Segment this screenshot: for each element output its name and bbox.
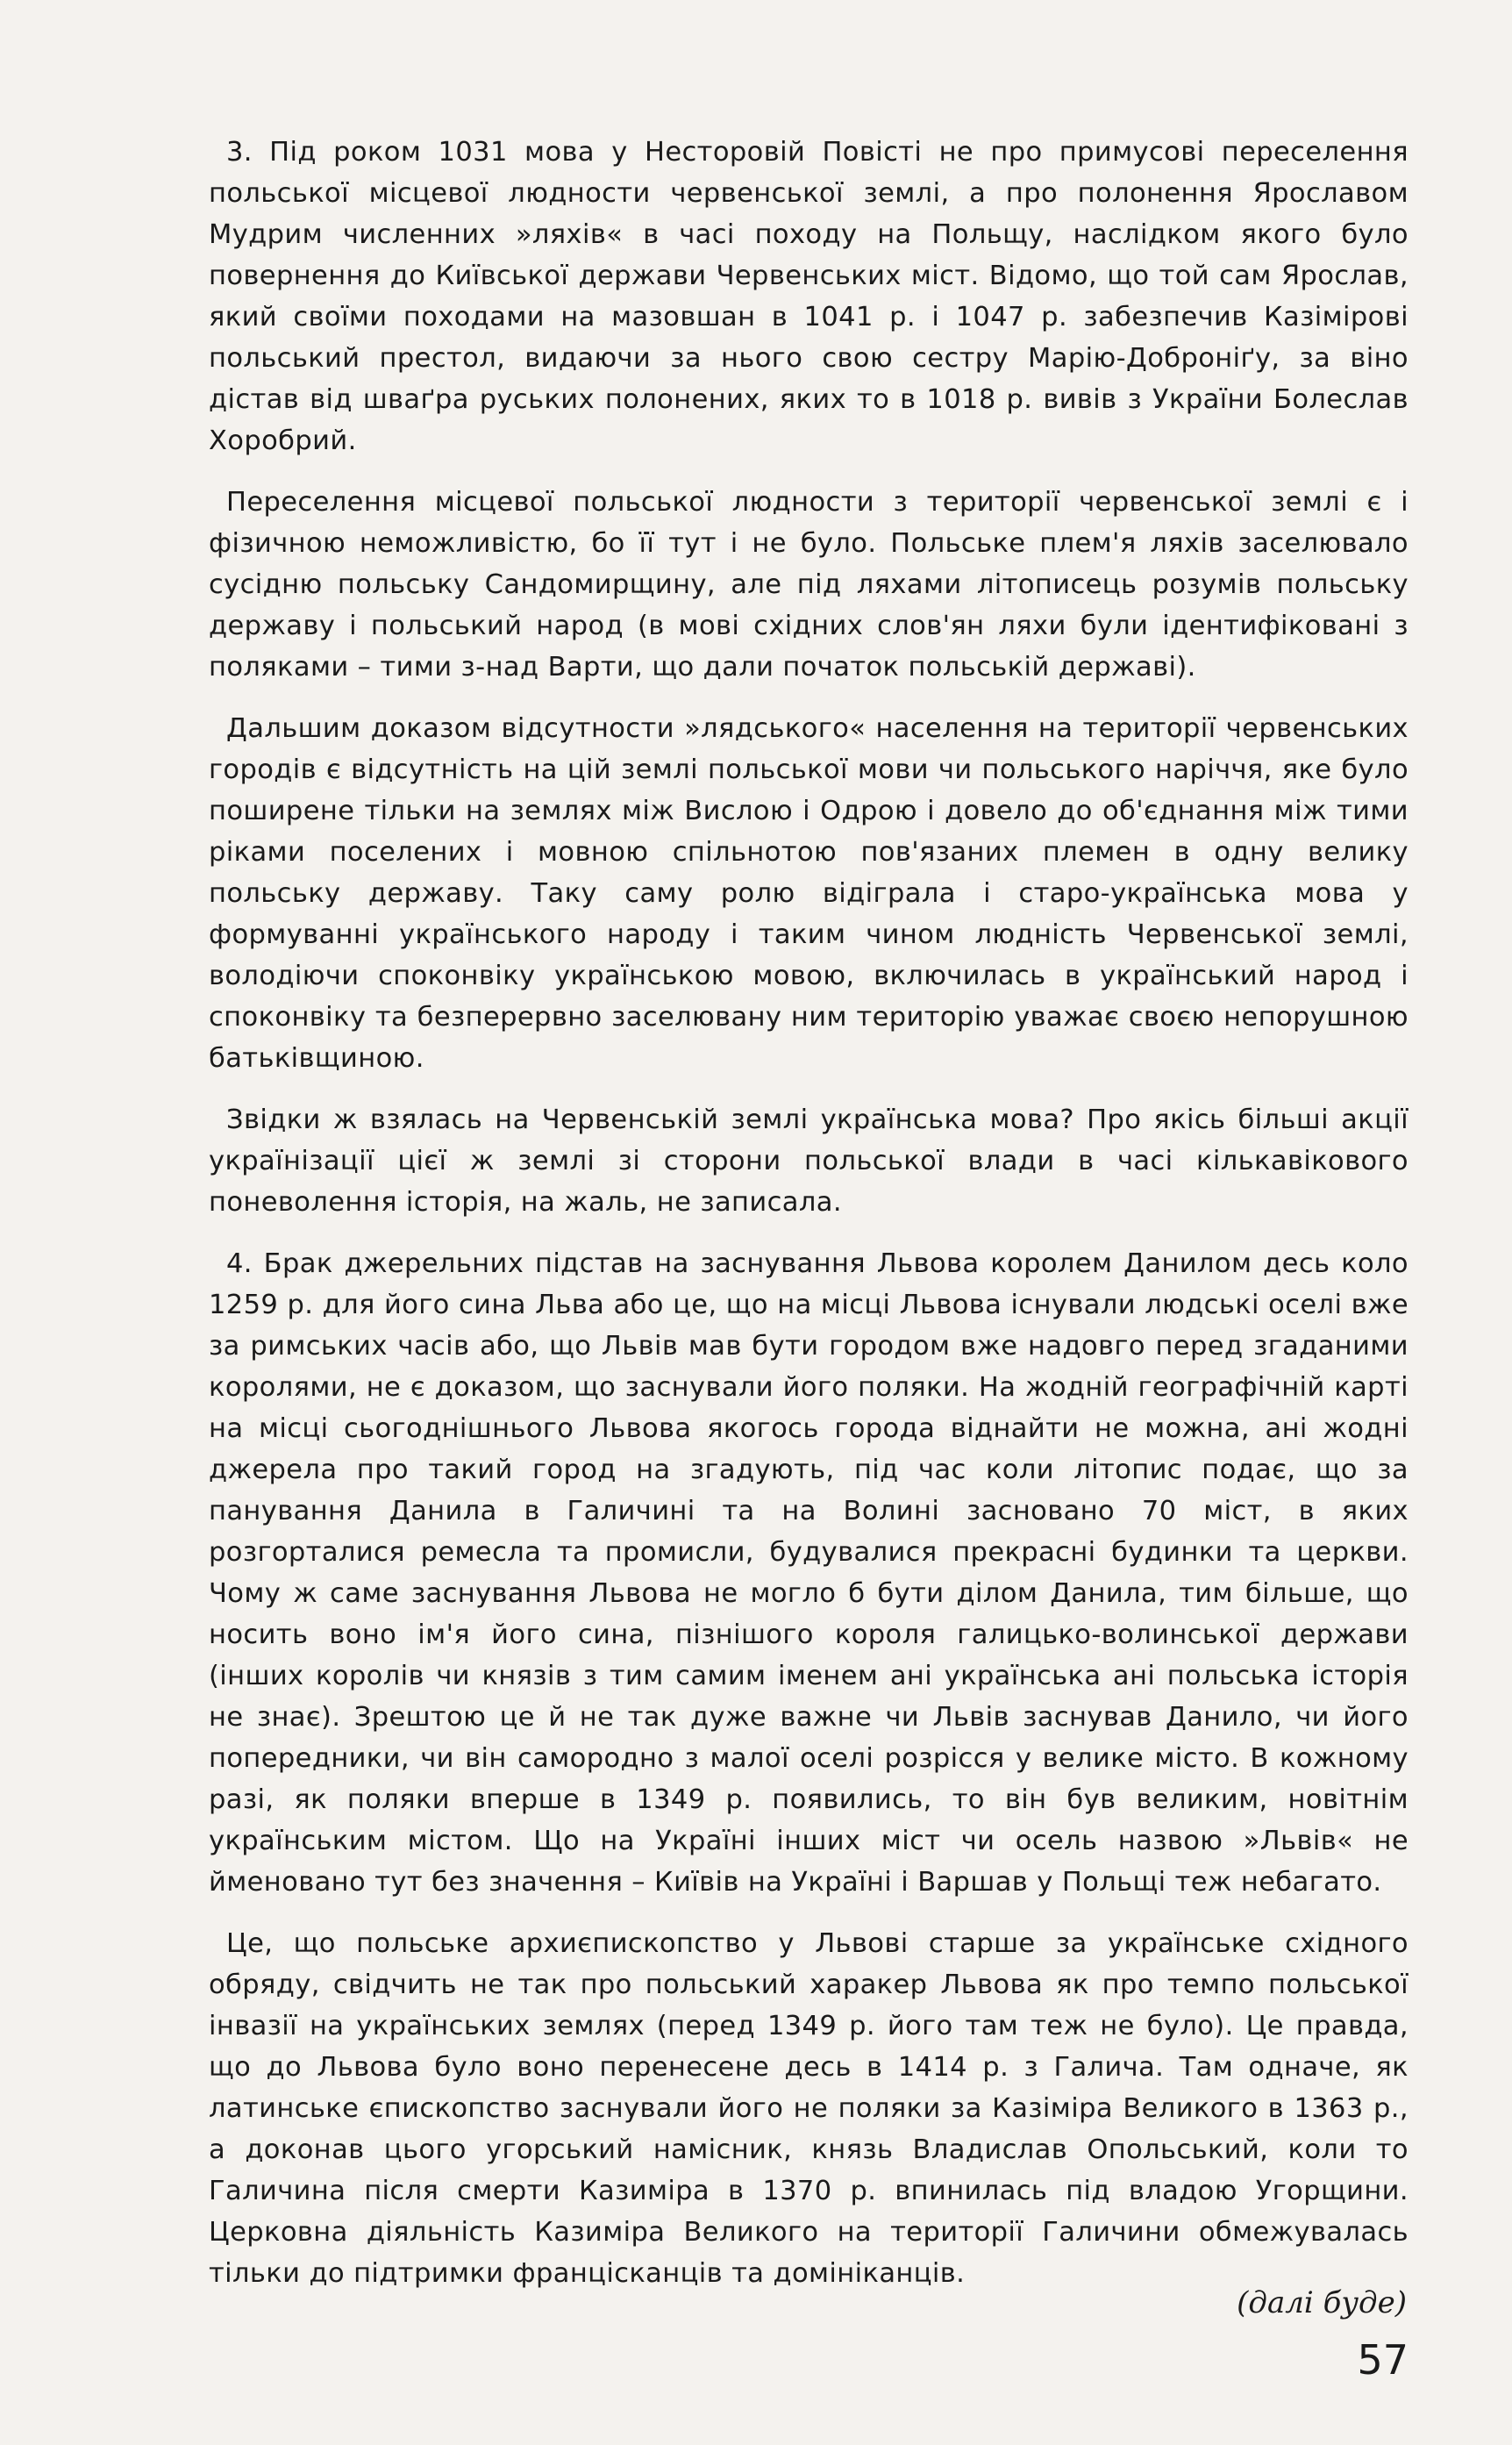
page-number: 57 [1357,2336,1409,2384]
paragraph-5: 4. Брак джерельних підстав на заснування Львова королем Данилом десь коло 1259 р. для його сина Льва або це, що на місці Львова існували людські оселі вже за римських часів або, що Львів мав бути городом вже надовго перед згаданими королями, не є доказом, що заснували його поляки. На жодній географічній карті на місці сьогоднішнього Львова якогось города віднайти не можна, ані жодні джерела про такий город на згадують, під час коли літопис подає, що за панування Данила в Галичині та на Волині засновано 70 міст, в яких розгорталися ремесла та промисли, будувалися прекрасні будинки та церкви. Чому ж саме заснування Львова не могло б бути ділом Данила, тим більше, що носить воно ім'я його сина, пізнішого короля галицько-волинської держави (інших королів чи князів з тим самим іменем ані українська ані польська історія не знає). Зрештою це й не так дуже важне чи Львів заснував Данило, чи його попередники, чи він самородно з малої оселі розрісся у велике місто. В кожному разі, як поляки вперше в 1349 р. появились, то він був великим, новітнім українським містом. Що на Україні інших міст чи осель назвою »Львів« не йменовано тут без значення – Київів на Україні і Варшав у Польщі теж небагато. [209,1248,1409,1898]
paragraph-6: Це, що польське архиєпископство у Львові старше за українське східного обряду, свідчить не так про польський харакер Львова як про темпо польської інвазії на українських землях (перед 1349 р. його там теж не було). Це правда, що до Львова було воно перенесене десь в 1414 р. з Галича. Там одначе, як латинське єпископство заснували його не поляки за Казіміра Великого в 1363 р., а доконав цього угорський намісник, князь Владислав Опольський, коли то Галичина після смерти Казиміра в 1370 р. впинилась під владою Угорщини. Церковна діяльність Казиміра Великого на території Галичини обмежувалась тільки до підтримки францісканців та домініканців. [209,1928,1409,2289]
continued-note: (далі буде) [1237,2285,1407,2320]
paragraph-4: Звідки ж взялась на Червенській землі українська мова? Про якісь більші акції українізації цієї ж землі зі сторони польської влади в часі кількавікового поневолення історія, на жаль, не записала. [209,1105,1409,1218]
article-body [209,132,1409,2314]
paragraph-3: Дальшим доказом відсутности »лядського« населення на території червенських городів є відсутність на цій землі польської мови чи польського наріччя, яке було поширене тільки на землях між Вислою і Одрою і довело до об'єднання між тими ріками поселених і мовною спільнотою пов'язаних племен в одну велику польську державу. Таку саму ролю відіграла і старо-українська мова у формуванні українського народу і таким чином людність Червенської землі, володіючи споконвіку українською мовою, включилась в український народ і споконвіку та безперервно заселювану ним територію уважає своєю непорушною батьківщиною. [209,713,1409,1074]
paragraph-1: 3. Під роком 1031 мова у Несторовій Повісті не про примусові переселення польської місцевої людности червенської землі, а про полонення Ярославом Мудрим численних »ляхів« в часі походу на Польщу, наслідком якого було повернення до Київської держави Червенських міст. Відомо, що той сам Ярослав, який своїми походами на мазовшан в 1041 р. і 1047 р. забезпечив Казімірові польський престол, видаючи за нього свою сестру Марію-Доброніґу, за віно дістав від шваґра руських полонених, яких то в 1018 р. вивів з України Болеслав Хоробрий. [209,137,1409,456]
paragraph-2: Переселення місцевої польської людности з території червенської землі є і фізичною неможливістю, бо її тут і не було. Польське плем'я ляхів заселювало сусідню польську Сандомирщину, але під ляхами літописець розумів польську державу і польський народ (в мові східних слов'ян ляхи були ідентифіковані з поляками – тими з-над Варти, що дали початок польській державі). [209,487,1409,683]
